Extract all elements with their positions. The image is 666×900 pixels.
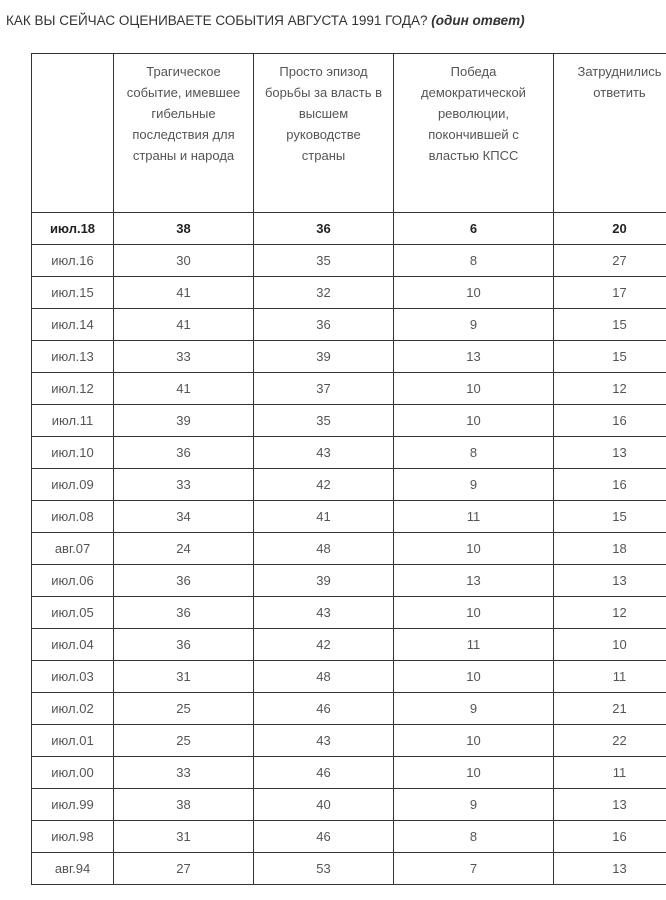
value-cell: 42 [254, 629, 394, 661]
value-cell: 24 [114, 533, 254, 565]
value-cell: 17 [554, 277, 666, 309]
row-date-label: июл.10 [32, 437, 114, 469]
value-cell: 41 [254, 501, 394, 533]
table-row [32, 821, 666, 853]
value-cell: 16 [554, 469, 666, 501]
value-cell: 25 [114, 725, 254, 757]
value-cell: 9 [394, 309, 554, 341]
value-cell: 10 [394, 757, 554, 789]
value-cell: 46 [254, 693, 394, 725]
value-cell: 41 [114, 309, 254, 341]
table-row [32, 277, 666, 309]
row-date-label: июл.01 [32, 725, 114, 757]
value-cell: 53 [254, 853, 394, 885]
value-cell: 10 [394, 277, 554, 309]
table-row [32, 789, 666, 821]
row-date-label: июл.14 [32, 309, 114, 341]
value-cell: 13 [394, 341, 554, 373]
table-row [32, 213, 666, 245]
row-date-label: июл.00 [32, 757, 114, 789]
value-cell: 37 [254, 373, 394, 405]
table-body [32, 213, 666, 885]
value-cell: 10 [394, 597, 554, 629]
row-date-label: июл.98 [32, 821, 114, 853]
value-cell: 11 [554, 757, 666, 789]
value-cell: 16 [554, 405, 666, 437]
value-cell: 13 [554, 789, 666, 821]
value-cell: 43 [254, 437, 394, 469]
table-row [32, 757, 666, 789]
value-cell: 11 [394, 501, 554, 533]
value-cell: 15 [554, 341, 666, 373]
row-date-label: июл.06 [32, 565, 114, 597]
value-cell: 33 [114, 469, 254, 501]
value-cell: 21 [554, 693, 666, 725]
value-cell: 48 [254, 533, 394, 565]
row-date-label: июл.15 [32, 277, 114, 309]
value-cell: 9 [394, 789, 554, 821]
value-cell: 36 [254, 309, 394, 341]
row-date-label: авг.07 [32, 533, 114, 565]
value-cell: 39 [254, 341, 394, 373]
value-cell: 27 [114, 853, 254, 885]
value-cell: 12 [554, 597, 666, 629]
header-cell-democratic-victory: Победа демократической революции, покончившей с властью КПСС [394, 54, 554, 213]
row-date-label: июл.12 [32, 373, 114, 405]
row-date-label: июл.18 [32, 213, 114, 245]
value-cell: 42 [254, 469, 394, 501]
value-cell: 36 [114, 597, 254, 629]
value-cell: 31 [114, 821, 254, 853]
value-cell: 10 [394, 405, 554, 437]
header-cell-date [32, 54, 114, 213]
survey-results-table [31, 53, 666, 885]
value-cell: 9 [394, 693, 554, 725]
table-row [32, 309, 666, 341]
question-text: КАК ВЫ СЕЙЧАС ОЦЕНИВАЕТЕ СОБЫТИЯ АВГУСТА 1991 ГОДА? [6, 13, 428, 28]
row-date-label: июл.09 [32, 469, 114, 501]
table-row [32, 405, 666, 437]
table-row [32, 565, 666, 597]
table-row [32, 597, 666, 629]
value-cell: 6 [394, 213, 554, 245]
value-cell: 13 [554, 565, 666, 597]
value-cell: 11 [394, 629, 554, 661]
row-date-label: июл.13 [32, 341, 114, 373]
value-cell: 12 [554, 373, 666, 405]
value-cell: 40 [254, 789, 394, 821]
value-cell: 20 [554, 213, 666, 245]
value-cell: 10 [394, 533, 554, 565]
value-cell: 41 [114, 373, 254, 405]
value-cell: 10 [394, 661, 554, 693]
value-cell: 22 [554, 725, 666, 757]
table-row [32, 629, 666, 661]
header-cell-tragic-event: Трагическое событие, имевшее гибельные последствия для страны и народа [114, 54, 254, 213]
value-cell: 41 [114, 277, 254, 309]
value-cell: 13 [554, 437, 666, 469]
table-row [32, 533, 666, 565]
value-cell: 35 [254, 405, 394, 437]
row-date-label: июл.08 [32, 501, 114, 533]
table-row [32, 341, 666, 373]
table-row [32, 469, 666, 501]
table-row [32, 437, 666, 469]
value-cell: 7 [394, 853, 554, 885]
survey-question-title [6, 12, 656, 29]
value-cell: 46 [254, 757, 394, 789]
value-cell: 13 [394, 565, 554, 597]
value-cell: 9 [394, 469, 554, 501]
row-date-label: июл.05 [32, 597, 114, 629]
row-date-label: июл.11 [32, 405, 114, 437]
table-row [32, 373, 666, 405]
value-cell: 39 [114, 405, 254, 437]
value-cell: 33 [114, 341, 254, 373]
value-cell: 10 [394, 373, 554, 405]
value-cell: 36 [114, 629, 254, 661]
row-date-label: июл.03 [32, 661, 114, 693]
value-cell: 36 [114, 565, 254, 597]
row-date-label: июл.99 [32, 789, 114, 821]
row-date-label: июл.16 [32, 245, 114, 277]
value-cell: 30 [114, 245, 254, 277]
value-cell: 10 [554, 629, 666, 661]
value-cell: 8 [394, 437, 554, 469]
row-date-label: июл.02 [32, 693, 114, 725]
value-cell: 43 [254, 725, 394, 757]
value-cell: 48 [254, 661, 394, 693]
value-cell: 35 [254, 245, 394, 277]
value-cell: 39 [254, 565, 394, 597]
value-cell: 33 [114, 757, 254, 789]
value-cell: 36 [254, 213, 394, 245]
value-cell: 36 [114, 437, 254, 469]
value-cell: 10 [394, 725, 554, 757]
table-row [32, 661, 666, 693]
table-row [32, 693, 666, 725]
value-cell: 13 [554, 853, 666, 885]
value-cell: 25 [114, 693, 254, 725]
value-cell: 15 [554, 501, 666, 533]
value-cell: 32 [254, 277, 394, 309]
row-date-label: июл.04 [32, 629, 114, 661]
table-row [32, 853, 666, 885]
answer-note: (один ответ) [431, 13, 525, 28]
value-cell: 18 [554, 533, 666, 565]
value-cell: 15 [554, 309, 666, 341]
header-cell-undecided: Затруднились ответить [554, 54, 666, 213]
value-cell: 34 [114, 501, 254, 533]
value-cell: 8 [394, 821, 554, 853]
value-cell: 31 [114, 661, 254, 693]
table-row [32, 501, 666, 533]
value-cell: 46 [254, 821, 394, 853]
table-row [32, 245, 666, 277]
table-row [32, 725, 666, 757]
value-cell: 16 [554, 821, 666, 853]
value-cell: 38 [114, 213, 254, 245]
value-cell: 11 [554, 661, 666, 693]
table-header-row [32, 54, 666, 213]
header-cell-power-struggle: Просто эпизод борьбы за власть в высшем руководстве страны [254, 54, 394, 213]
value-cell: 27 [554, 245, 666, 277]
value-cell: 8 [394, 245, 554, 277]
row-date-label: авг.94 [32, 853, 114, 885]
value-cell: 38 [114, 789, 254, 821]
value-cell: 43 [254, 597, 394, 629]
